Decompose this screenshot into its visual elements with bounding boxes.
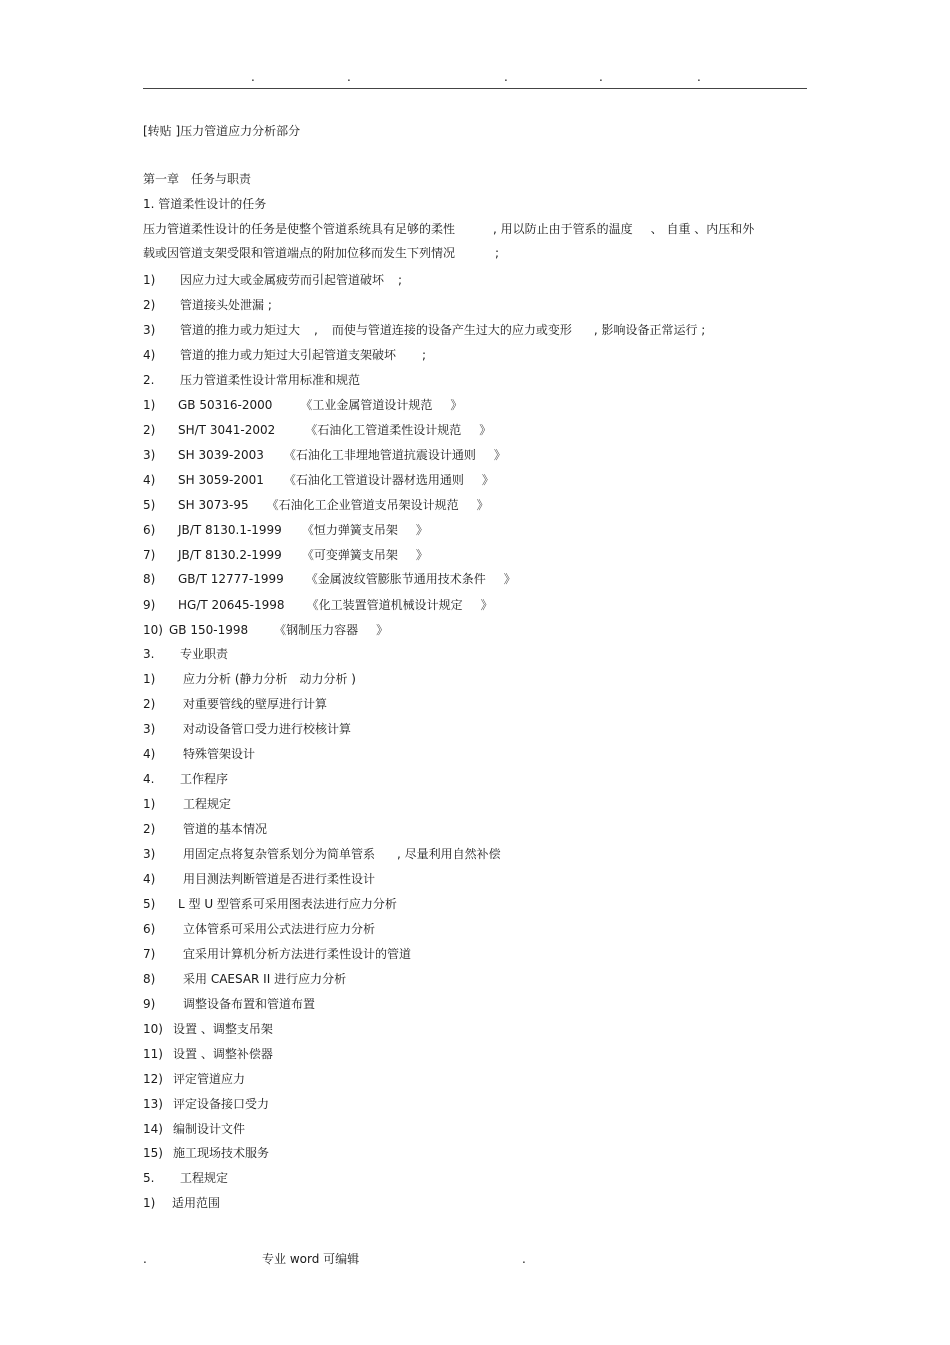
list-item: [143, 796, 231, 812]
standard-item: [143, 522, 428, 538]
item-text: 采用 CAESAR II 进行应力分析: [183, 972, 347, 986]
item-text: 宜采用计算机分析方法进行柔性设计的管道: [183, 947, 412, 961]
item-text: 对重要管线的壁厚进行计算: [183, 697, 328, 711]
standard-code: GB/T 12777-1999: [178, 572, 284, 586]
list-item: [143, 971, 346, 987]
standard-item: [143, 397, 462, 413]
paragraph-text: ;: [495, 246, 500, 260]
standard-name: 《石油化工非埋地管道抗震设计通则: [283, 448, 476, 462]
item-number: 9): [143, 997, 156, 1011]
standard-close: 》: [476, 498, 489, 512]
standard-code: GB 150-1998: [169, 623, 249, 637]
footer-text: 专业 word 可编辑: [262, 1252, 360, 1266]
standard-name: 《化工装置管道机械设计规定: [306, 598, 463, 612]
item-text: L 型 U 型管系可采用图表法进行应力分析: [178, 897, 397, 911]
item-number: 13): [143, 1097, 163, 1111]
item-number: 10): [143, 623, 163, 637]
item-number: 2): [143, 697, 156, 711]
item-number: 7): [143, 548, 156, 562]
list-item: 3) 管道的推力或力矩过大 , 而使与管道连接的设备产生过大的应力或变形 , 影响设备正常运行 ;: [143, 323, 706, 337]
header-rule: [143, 88, 807, 89]
list-item: [143, 996, 315, 1012]
list-item: [143, 871, 375, 887]
standard-close: 》: [415, 548, 428, 562]
paragraph-text: 、 自重 、内压和外: [650, 222, 755, 236]
item-text: 应力分析 (静力分析 动力分析 ): [183, 672, 356, 686]
header-dot: .: [347, 70, 351, 84]
paragraph-text: , 用以防止由于管系的温度: [493, 222, 633, 236]
item-text: 用目测法判断管道是否进行柔性设计: [183, 872, 376, 886]
standard-name: 《恒力弹簧支吊架: [301, 523, 398, 537]
standard-code: SH 3073-95: [178, 498, 249, 512]
standard-name: 《石油化工管道柔性设计规范: [305, 423, 462, 437]
item-text: 设置 、调整支吊架: [173, 1022, 273, 1036]
item-number: 2): [143, 822, 156, 836]
item-number: 14): [143, 1122, 163, 1136]
item-number: 15): [143, 1146, 163, 1160]
item-number: 11): [143, 1047, 163, 1061]
item-text: 编制设计文件: [173, 1122, 246, 1136]
standard-name: 《钢制压力容器: [274, 623, 359, 637]
document-title: [转贴 ]压力管道应力分析部分: [143, 124, 301, 138]
standard-name: 《可变弹簧支吊架: [301, 548, 398, 562]
standard-item: [143, 497, 489, 513]
standard-close: 》: [450, 398, 463, 412]
standard-code: JB/T 8130.1-1999: [178, 523, 282, 537]
standard-item: [143, 571, 516, 587]
item-number: 8): [143, 972, 156, 986]
section-3-heading: 3. 专业职责: [143, 647, 229, 661]
list-item: [143, 821, 267, 837]
list-item: [143, 696, 327, 712]
item-text: 特殊管架设计: [183, 747, 256, 761]
item-number: 10): [143, 1022, 163, 1036]
chapter-heading: 第一章 任务与职责: [143, 172, 252, 186]
item-text: 管道的基本情况: [183, 822, 268, 836]
section-5-heading: 5. 工程规定: [143, 1171, 229, 1185]
header-dot: .: [504, 70, 508, 84]
standard-close: 》: [480, 598, 493, 612]
paragraph-text: 载或因管道支架受限和管道端点的附加位移而发生下列情况: [143, 246, 456, 260]
section-4-heading: 4. 工作程序: [143, 772, 229, 786]
item-text: 评定管道应力: [173, 1072, 246, 1086]
standard-close: 》: [376, 623, 389, 637]
item-number: 8): [143, 572, 156, 586]
item-text: 调整设备布置和管道布置: [183, 997, 316, 1011]
list-item: [143, 1145, 269, 1161]
standard-item: [143, 622, 388, 638]
list-item: [143, 746, 255, 762]
item-number: 12): [143, 1072, 163, 1086]
item-number: 3): [143, 448, 156, 462]
standard-item: [143, 472, 494, 488]
list-item: [143, 921, 375, 937]
list-item: [143, 671, 356, 687]
standard-item: [143, 422, 491, 438]
standard-close: 》: [415, 523, 428, 537]
item-number: 5): [143, 498, 156, 512]
standard-name: 《金属波纹管膨胀节通用技术条件: [305, 572, 486, 586]
list-item: [143, 896, 397, 912]
item-number: 2): [143, 423, 156, 437]
list-item: 4) 管道的推力或力矩过大引起管道支架破坏 ;: [143, 348, 427, 362]
standard-code: HG/T 20645-1998: [178, 598, 285, 612]
standard-item: [143, 447, 506, 463]
list-item: 1) 适用范围: [143, 1196, 221, 1210]
item-number: 6): [143, 922, 156, 936]
item-number: 1): [143, 797, 156, 811]
item-number: 5): [143, 897, 156, 911]
header-dot: .: [251, 70, 255, 84]
list-item: 1) 因应力过大或金属疲劳而引起管道破坏 ;: [143, 273, 403, 287]
standard-code: SH 3059-2001: [178, 473, 264, 487]
section-1-paragraph-line-1: [143, 221, 754, 237]
standard-name: 《工业金属管道设计规范: [300, 398, 433, 412]
item-number: 4): [143, 747, 156, 761]
paragraph-text: 压力管道柔性设计的任务是使整个管道系统具有足够的柔性: [143, 222, 456, 236]
list-item: [143, 721, 351, 737]
list-item: 2) 管道接头处泄漏 ;: [143, 298, 272, 312]
section-2-heading: 2. 压力管道柔性设计常用标准和规范: [143, 373, 361, 387]
footer-dot: .: [522, 1252, 526, 1266]
standard-code: JB/T 8130.2-1999: [178, 548, 282, 562]
footer-dot: .: [143, 1252, 147, 1266]
standard-close: 》: [493, 448, 506, 462]
item-number: 7): [143, 947, 156, 961]
item-number: 6): [143, 523, 156, 537]
item-number: 1): [143, 672, 156, 686]
list-item: [143, 1121, 245, 1137]
item-text: 设置 、调整补偿器: [173, 1047, 273, 1061]
header-dot: .: [697, 70, 701, 84]
item-text: 用固定点将复杂管系划分为简单管系: [183, 847, 376, 861]
section-1-paragraph-line-2: [143, 245, 499, 261]
standard-close: 》: [481, 473, 494, 487]
section-1-heading: 1. 管道柔性设计的任务: [143, 197, 267, 211]
list-item: [143, 1046, 273, 1062]
item-text: , 尽量利用自然补偿: [397, 847, 501, 861]
list-item: [143, 846, 501, 862]
standard-close: 》: [503, 572, 516, 586]
item-number: 4): [143, 872, 156, 886]
standard-code: SH/T 3041-2002: [178, 423, 276, 437]
item-number: 9): [143, 598, 156, 612]
standard-close: 》: [479, 423, 492, 437]
item-number: 1): [143, 398, 156, 412]
item-text: 工程规定: [183, 797, 232, 811]
item-number: 4): [143, 473, 156, 487]
item-text: 对动设备管口受力进行校核计算: [183, 722, 352, 736]
item-text: 施工现场技术服务: [173, 1146, 270, 1160]
list-item: [143, 1096, 269, 1112]
standard-item: [143, 547, 428, 563]
item-number: 3): [143, 847, 156, 861]
item-number: 3): [143, 722, 156, 736]
list-item: [143, 1021, 273, 1037]
standard-item: [143, 597, 493, 613]
list-item: [143, 946, 411, 962]
standard-code: SH 3039-2003: [178, 448, 264, 462]
standard-name: 《石油化工企业管道支吊架设计规范: [266, 498, 459, 512]
list-item: [143, 1071, 245, 1087]
standard-name: 《石油化工管道设计器材选用通则: [283, 473, 464, 487]
standard-code: GB 50316-2000: [178, 398, 273, 412]
header-dot: .: [599, 70, 603, 84]
item-text: 评定设备接口受力: [173, 1097, 270, 1111]
item-text: 立体管系可采用公式法进行应力分析: [183, 922, 376, 936]
